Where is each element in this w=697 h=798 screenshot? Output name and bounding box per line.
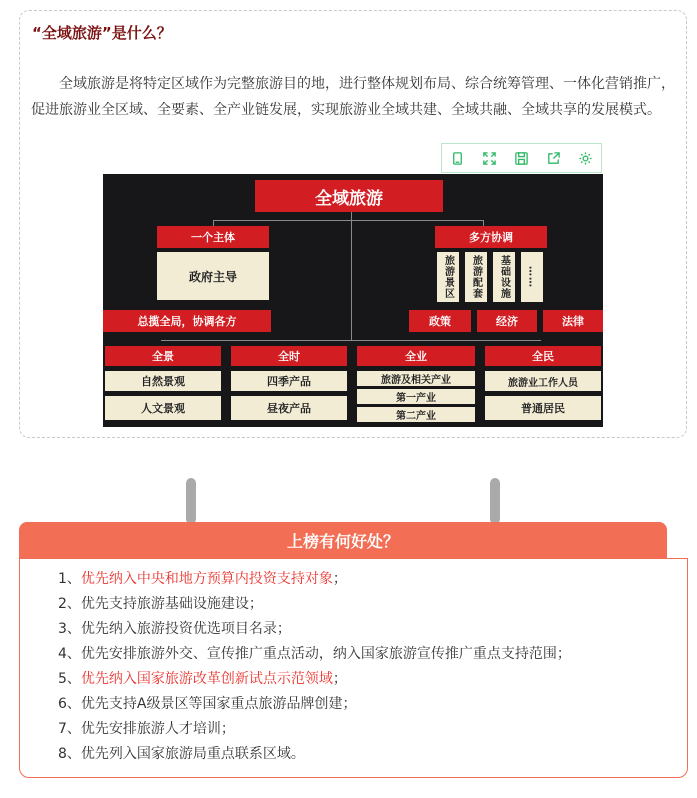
infographic-image xyxy=(103,174,603,427)
connector-bar xyxy=(186,478,196,524)
list-item: 8、优先列入国家旅游局重点联系区域。 xyxy=(58,746,305,762)
connector-bar xyxy=(490,478,500,524)
column-item: 人文景观 xyxy=(105,396,221,420)
column-item: 旅游业工作人员 xyxy=(485,371,601,391)
copy-icon[interactable] xyxy=(446,146,470,170)
list-item: 1、优先纳入中央和地方预算内投资支持对象； xyxy=(58,571,347,587)
right-group-header: 多方协调 xyxy=(435,226,547,248)
connector-line xyxy=(161,340,541,341)
column-item: 第二产业 xyxy=(357,407,475,422)
list-item: 2、优先支持旅游基础设施建设； xyxy=(58,596,263,612)
image-toolbar xyxy=(441,143,602,173)
list-item: 3、优先纳入旅游投资优选项目名录； xyxy=(58,621,291,637)
column-item: 自然景观 xyxy=(105,371,221,391)
right-group-item: …… xyxy=(521,252,543,302)
column-item: 旅游及相关产业 xyxy=(357,371,475,386)
row3-left-label: 总揽全局，协调各方 xyxy=(103,310,271,332)
list-item: 4、优先安排旅游外交、宣传推广重点活动，纳入国家旅游宣传推广重点支持范围； xyxy=(58,646,571,662)
benefits-list xyxy=(58,567,571,767)
law-label: 法律 xyxy=(543,310,603,332)
intro-card xyxy=(19,10,687,438)
save-icon[interactable] xyxy=(509,146,533,170)
section-title: “全域旅游”是什么？ xyxy=(32,24,172,42)
intro-paragraph: 全域旅游是将特定区域作为完整旅游目的地，进行整体规划布局、综合统筹管理、一体化营销推广，促进旅游业全区域、全要素、全产业链发展，实现旅游业全域共建、全域共融、全域共享的发展模式。 xyxy=(31,76,675,118)
connector-line xyxy=(351,220,352,340)
benefits-card xyxy=(19,558,688,778)
column-item: 第一产业 xyxy=(357,389,475,404)
benefits-header: 上榜有何好处？ xyxy=(19,522,667,558)
column-header: 全景 xyxy=(105,346,221,366)
left-group-body: 政府主导 xyxy=(157,252,269,300)
list-item: 7、优先安排旅游人才培训； xyxy=(58,721,235,737)
share-icon[interactable] xyxy=(541,146,565,170)
right-group-item: 旅游配套 xyxy=(465,252,487,302)
infographic-title: 全域旅游 xyxy=(255,180,443,212)
column-item: 昼夜产品 xyxy=(231,396,347,420)
column-header: 全民 xyxy=(485,346,601,366)
policy-label: 政策 xyxy=(409,310,471,332)
column-header: 全时 xyxy=(231,346,347,366)
left-group-header: 一个主体 xyxy=(157,226,269,248)
settings-icon[interactable] xyxy=(573,146,597,170)
right-group-item: 基础设施 xyxy=(493,252,515,302)
list-item: 6、优先支持A级景区等国家重点旅游品牌创建； xyxy=(58,696,357,712)
column-item: 四季产品 xyxy=(231,371,347,391)
list-item: 5、优先纳入国家旅游改革创新试点示范领域； xyxy=(58,671,347,687)
fullscreen-icon[interactable] xyxy=(478,146,502,170)
connector-line xyxy=(213,220,483,221)
column-item: 普通居民 xyxy=(485,396,601,420)
column-header: 全业 xyxy=(357,346,475,366)
right-group-item: 旅游景区 xyxy=(437,252,459,302)
economy-label: 经济 xyxy=(477,310,537,332)
